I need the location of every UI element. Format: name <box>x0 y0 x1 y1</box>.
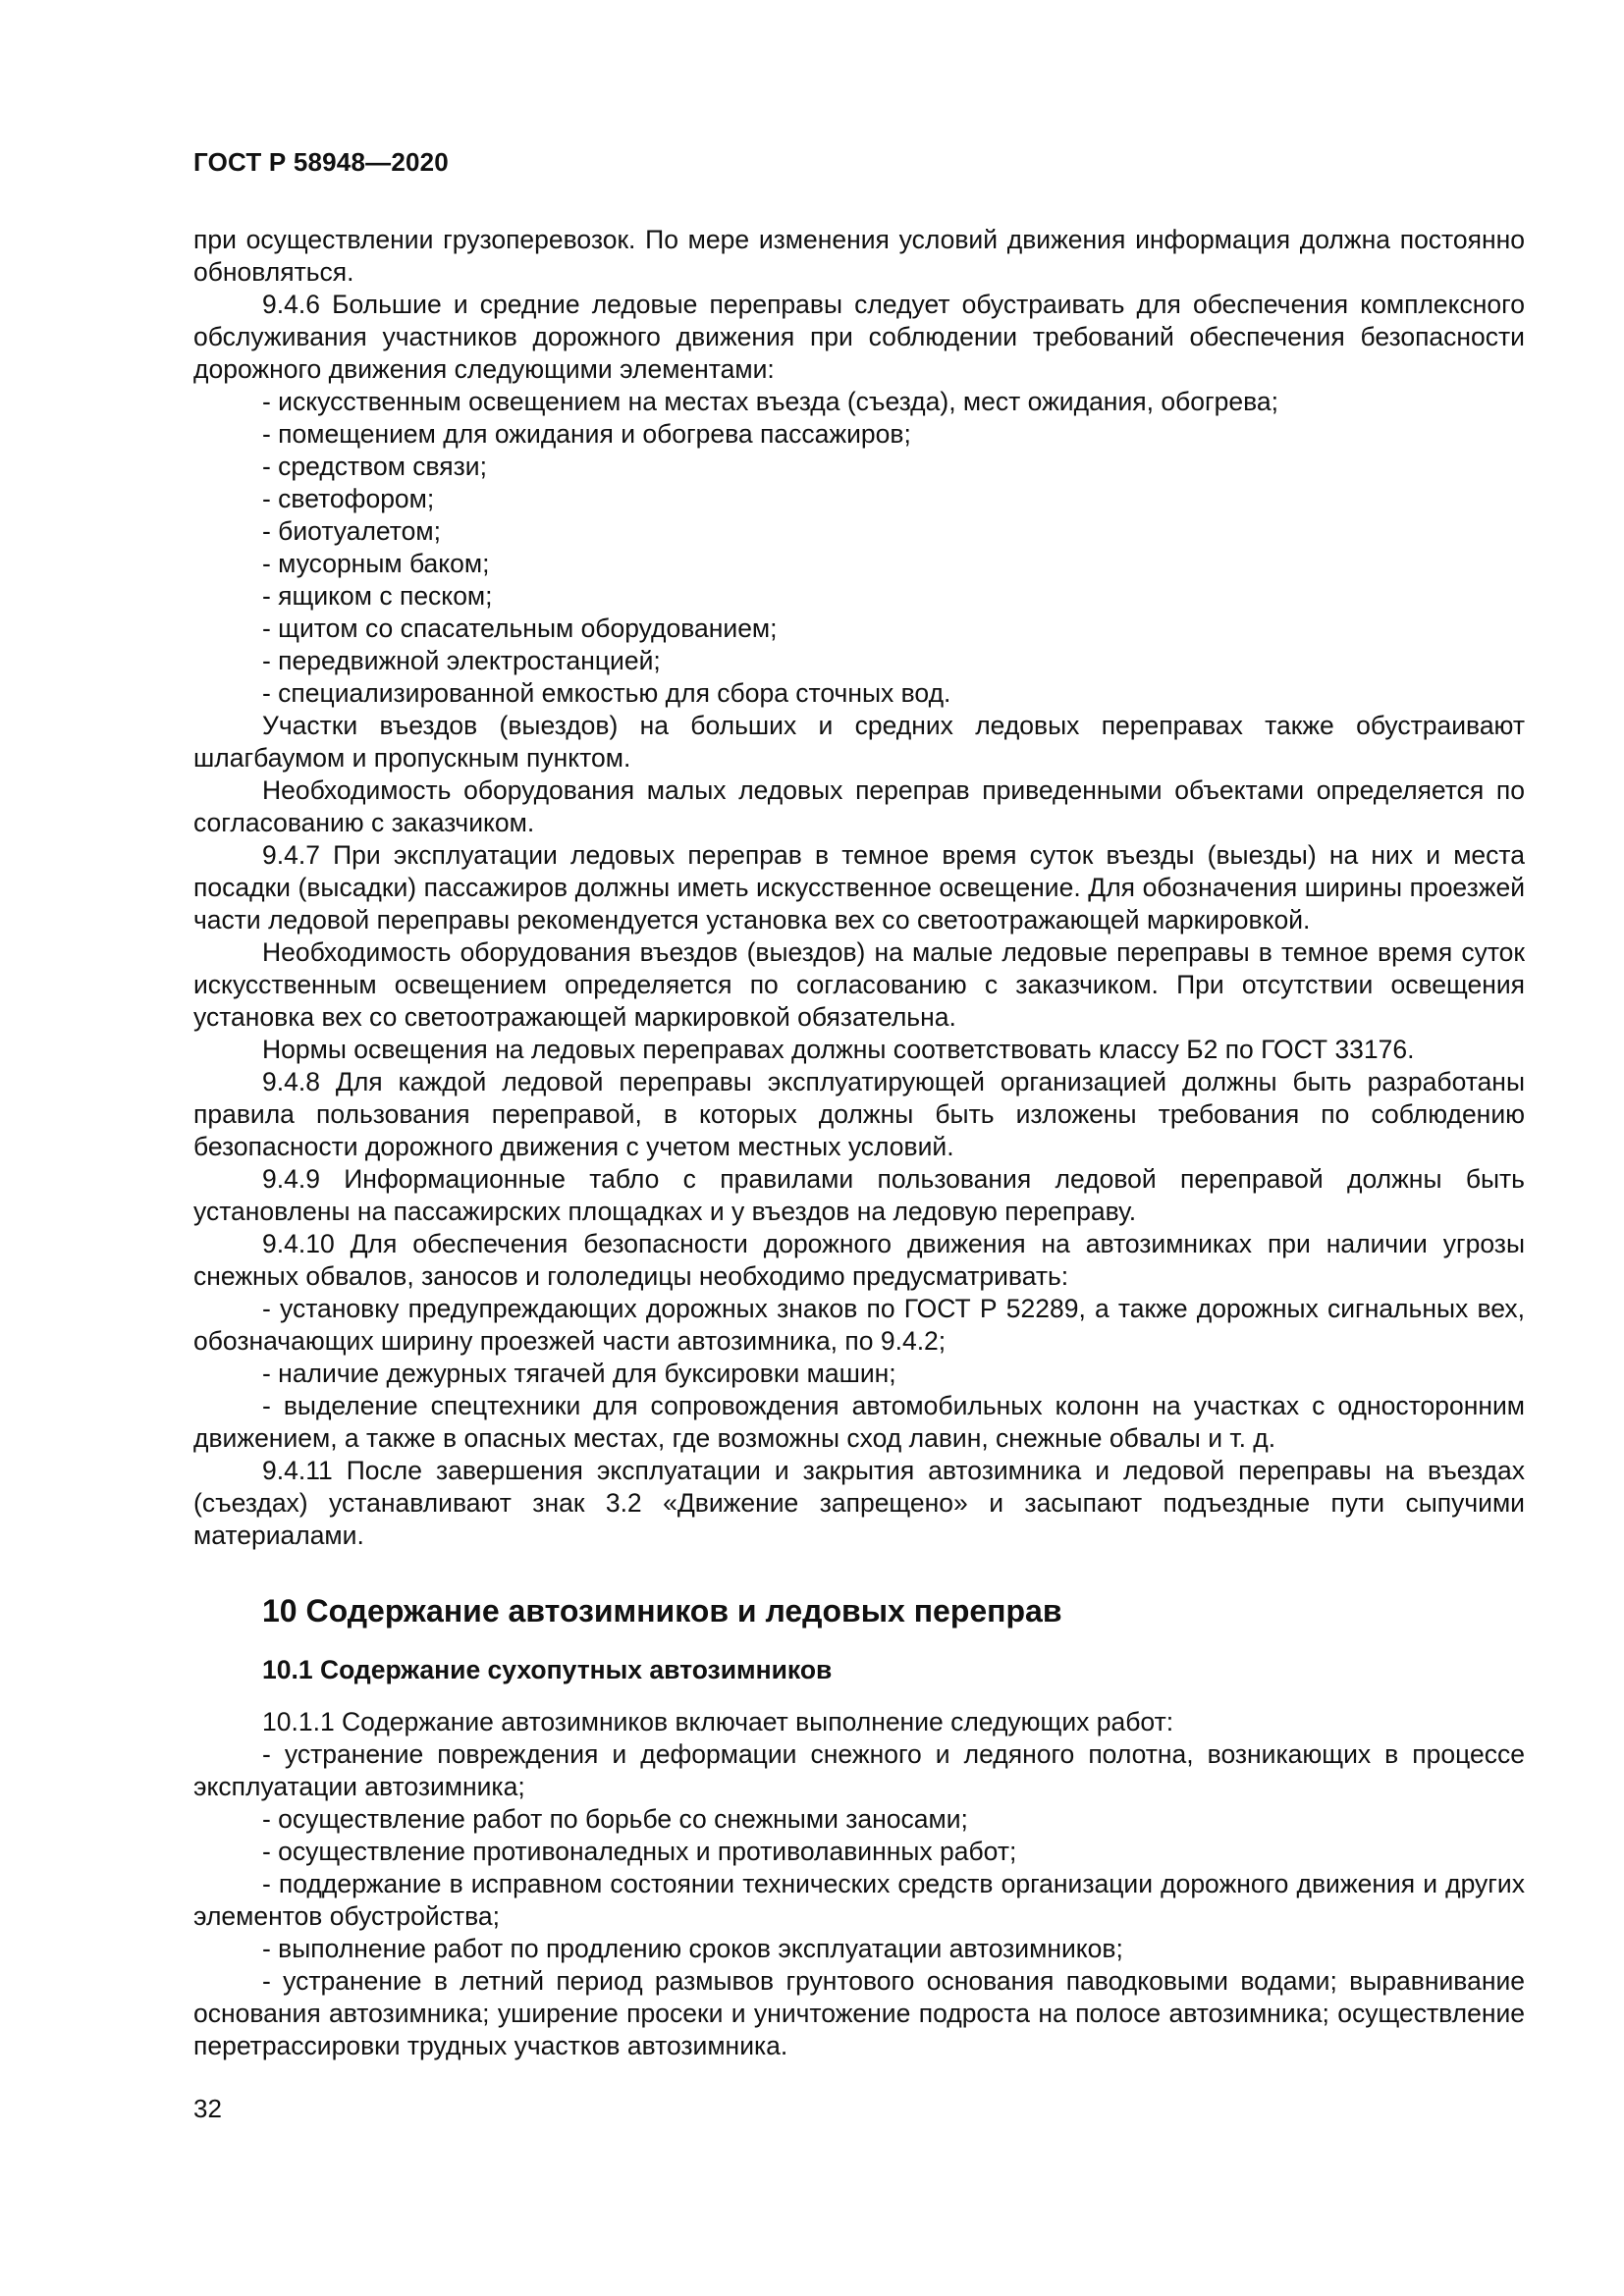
paragraph: 9.4.6 Большие и средние ледовые переправы следует обустраивать для обеспечения комплексного обслуживания участников дорожного движения при соблюдении требований обеспечения безопасности дорожного движения следующими элементами: <box>193 290 1525 384</box>
paragraph: Нормы освещения на ледовых переправах должны соответствовать классу Б2 по ГОСТ 33176. <box>262 1035 1415 1064</box>
list-item: - ящиком с песком; <box>262 581 493 611</box>
list-item: - искусственным освещением на местах въезда (съезда), мест ожидания, обогрева; <box>262 387 1279 416</box>
document-header: ГОСТ Р 58948—2020 <box>193 147 449 177</box>
document-body <box>193 224 1525 2062</box>
section-title: 10 Содержание автозимников и ледовых переправ <box>262 1593 1062 1629</box>
list-item: - выделение спецтехники для сопровождения автомобильных колонн на участках с односторонним движением, а также в опасных местах, где возможны сход лавин, снежные обвалы и т. д. <box>193 1391 1525 1453</box>
list-item: - светофором; <box>262 484 435 513</box>
list-item: - мусорным баком; <box>262 549 490 578</box>
list-item: - помещением для ожидания и обогрева пассажиров; <box>262 419 911 449</box>
list-item: - устранение в летний период размывов грунтового основания паводковыми водами; выравнивание основания автозимника; уширение просеки и уничтожение подроста на полосе автозимника; осуществление перетрассировки трудных участков автозимника. <box>193 1966 1525 2060</box>
list-item: - установку предупреждающих дорожных знаков по ГОСТ Р 52289, а также дорожных сигнальных вех, обозначающих ширину проезжей части автозимника, по 9.4.2; <box>193 1294 1525 1356</box>
list-item: - осуществление работ по борьбе со снежными заносами; <box>262 1804 968 1834</box>
list-item: - передвижной электростанцией; <box>262 646 661 675</box>
list-item: - устранение повреждения и деформации снежного и ледяного полотна, возникающих в процессе эксплуатации автозимника; <box>193 1739 1525 1801</box>
list-item: - щитом со спасательным оборудованием; <box>262 614 778 643</box>
list-item: - выполнение работ по продлению сроков эксплуатации автозимников; <box>262 1934 1123 1963</box>
list-item: - поддержание в исправном состоянии технических средств организации дорожного движения и других элементов обустройства; <box>193 1869 1525 1931</box>
list-item: - осуществление противоналедных и противолавинных работ; <box>262 1837 1017 1866</box>
paragraph: 9.4.10 Для обеспечения безопасности дорожного движения на автозимниках при наличии угрозы снежных обвалов, заносов и гололедицы необходимо предусматривать: <box>193 1229 1525 1291</box>
paragraph: 9.4.9 Информационные табло с правилами пользования ледовой переправой должны быть установлены на пассажирских площадках и у въездов на ледовую переправу. <box>193 1164 1525 1226</box>
list-item: - наличие дежурных тягачей для буксировки машин; <box>262 1359 896 1388</box>
paragraph: 10.1.1 Содержание автозимников включает выполнение следующих работ: <box>262 1707 1174 1736</box>
paragraph: Необходимость оборудования въездов (выездов) на малые ледовые переправы в темное время суток искусственным освещением определяется по согласованию с заказчиком. При отсутствии освещения установка вех со светоотражающей маркировкой обязательна. <box>193 937 1525 1032</box>
paragraph: 9.4.7 При эксплуатации ледовых переправ в темное время суток въезды (выезды) на них и места посадки (высадки) пассажиров должны иметь искусственное освещение. Для обозначения ширины проезжей части ледовой переправы рекомендуется установка вех со светоотражающей маркировкой. <box>193 840 1525 934</box>
subsection-title: 10.1 Содержание сухопутных автозимников <box>262 1655 833 1684</box>
list-item: - средством связи; <box>262 452 487 481</box>
paragraph: 9.4.11 После завершения эксплуатации и закрытия автозимника и ледовой переправы на въездах (съездах) устанавливают знак 3.2 «Движение запрещено» и засыпают подъездные пути сыпучими материалами. <box>193 1456 1525 1550</box>
list-item: - биотуалетом; <box>262 516 441 546</box>
paragraph: Участки въездов (выездов) на больших и средних ледовых переправах также обустраивают шлагбаумом и пропускным пунктом. <box>193 711 1525 773</box>
list-item: - специализированной емкостью для сбора сточных вод. <box>262 678 951 708</box>
page-number: 32 <box>193 2094 222 2123</box>
paragraph: Необходимость оборудования малых ледовых переправ приведенными объектами определяется по согласованию с заказчиком. <box>193 775 1525 837</box>
paragraph: 9.4.8 Для каждой ледовой переправы эксплуатирующей организацией должны быть разработаны правила пользования переправой, в которых должны быть изложены требования по соблюдению безопасности дорожного движения с учетом местных условий. <box>193 1067 1525 1161</box>
paragraph: при осуществлении грузоперевозок. По мере изменения условий движения информация должна постоянно обновляться. <box>193 225 1525 287</box>
